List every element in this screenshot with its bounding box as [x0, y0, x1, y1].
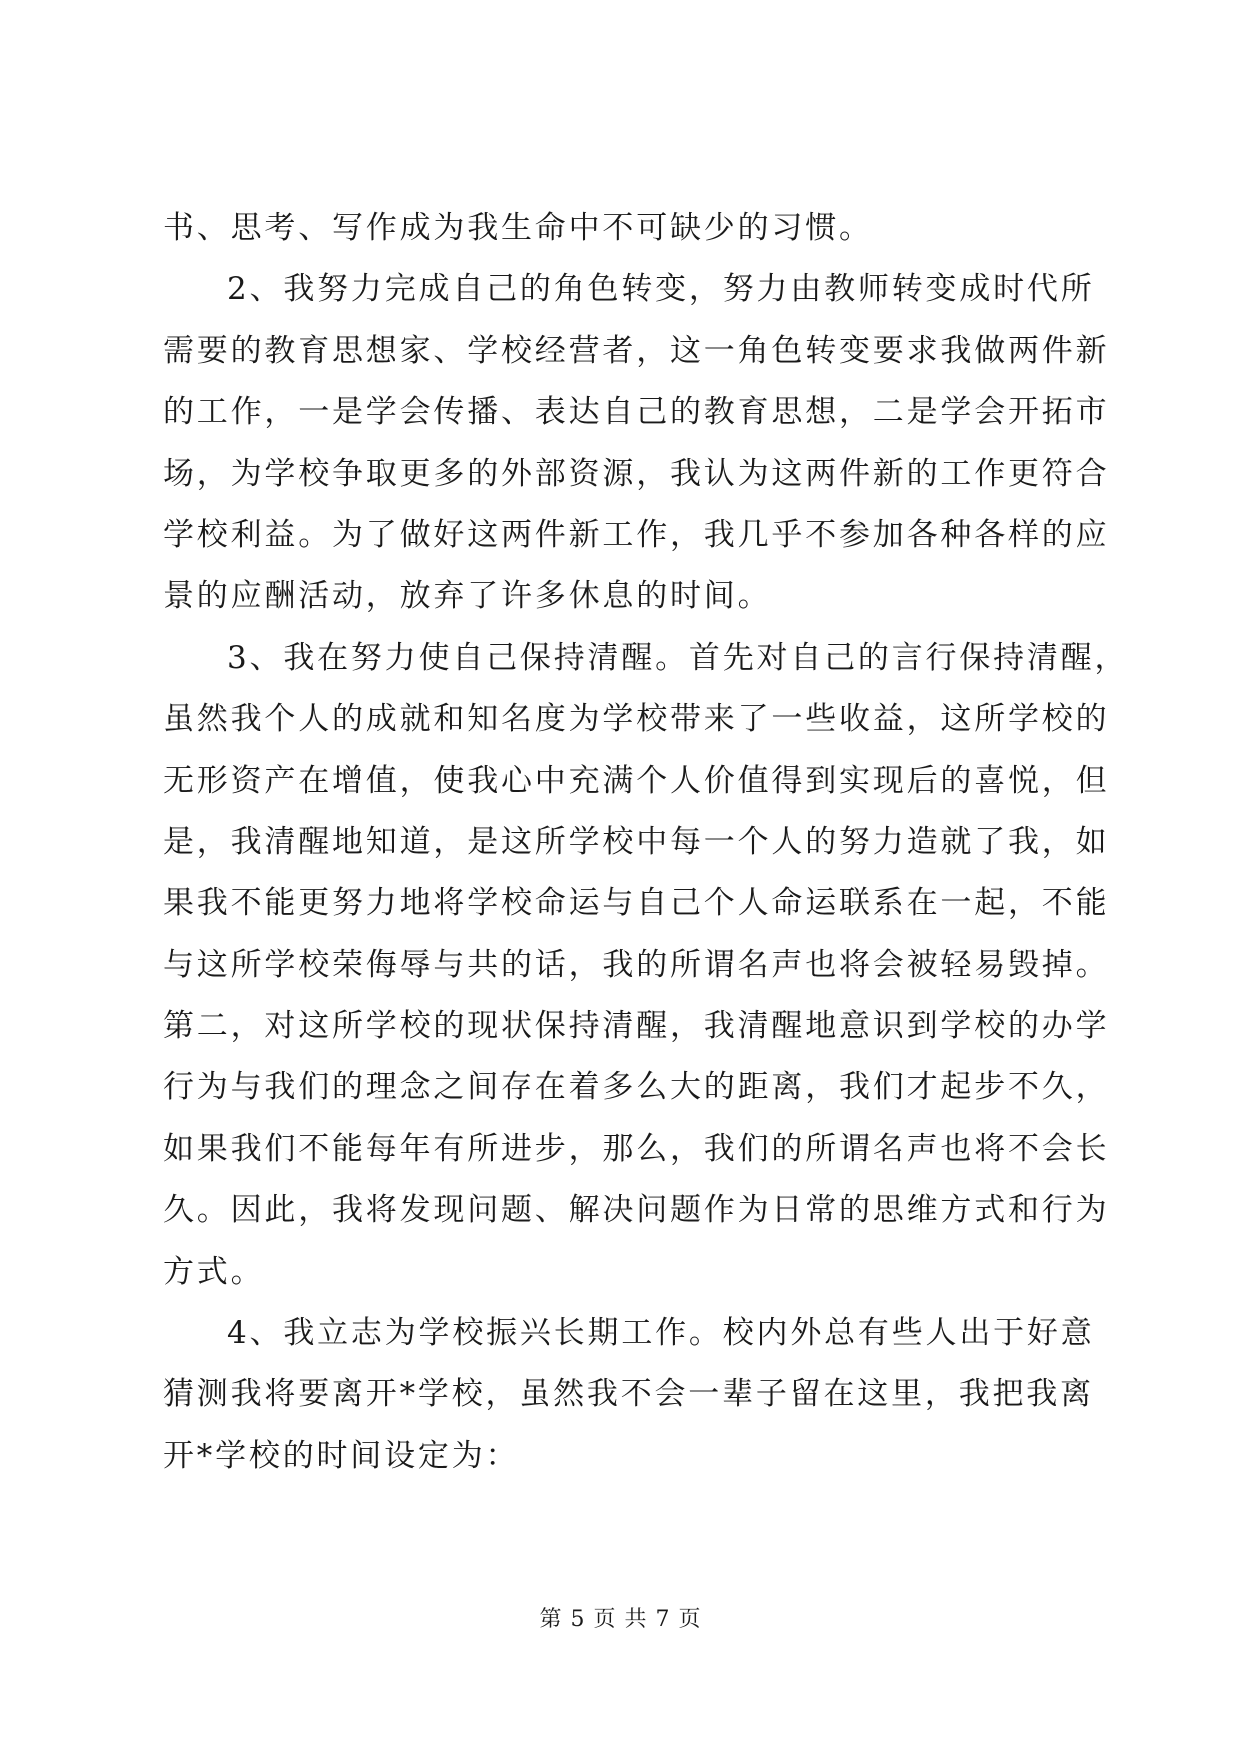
text-line: 行为与我们的理念之间存在着多么大的距离，我们才起步不久， — [163, 1069, 1110, 1106]
document-body — [163, 198, 1129, 1487]
text-line: 是，我清醒地知道，是这所学校中每一个人的努力造就了我，如 — [163, 823, 1110, 860]
text-line: 需要的教育思想家、学校经营者，这一角色转变要求我做两件新 — [163, 332, 1110, 369]
text-line: 方式。 — [163, 1253, 265, 1290]
text-line: 场，为学校争取更多的外部资源，我认为这两件新的工作更符合 — [163, 455, 1110, 492]
text-line: 虽然我个人的成就和知名度为学校带来了一些收益，这所学校的 — [163, 701, 1110, 738]
text-line: 久。因此，我将发现问题、解决问题作为日常的思维方式和行为 — [163, 1192, 1110, 1229]
text-line: 与这所学校荣侮辱与共的话，我的所谓名声也将会被轻易毁掉。 — [163, 946, 1110, 983]
text-line: 的工作，一是学会传播、表达自己的教育思想，二是学会开拓市 — [163, 394, 1110, 431]
text-line: 景的应酬活动，放弃了许多休息的时间。 — [163, 578, 772, 615]
text-line: 书、思考、写作成为我生命中不可缺少的习惯。 — [163, 210, 873, 246]
text-line: 第二，对这所学校的现状保持清醒，我清醒地意识到学校的办学 — [163, 1008, 1110, 1045]
text-line: 如果我们不能每年有所进步，那么，我们的所谓名声也将不会长 — [163, 1130, 1110, 1167]
text-line: 开*学校的时间设定为： — [163, 1437, 520, 1474]
text-line: 4、我立志为学校振兴长期工作。校内外总有些人出于好意 — [227, 1315, 1095, 1352]
text-line: 无形资产在增值，使我心中充满个人价值得到实现后的喜悦，但 — [163, 762, 1110, 799]
text-line: 3、我在努力使自己保持清醒。首先对自己的言行保持清醒， — [227, 639, 1129, 676]
text-line: 果我不能更努力地将学校命运与自己个人命运联系在一起，不能 — [163, 885, 1110, 922]
page-footer: 第 5 页 共 7 页 — [539, 1607, 702, 1632]
text-line: 猜测我将要离开*学校，虽然我不会一辈子留在这里，我把我离 — [163, 1376, 1094, 1413]
text-line: 学校利益。为了做好这两件新工作，我几乎不参加各种各样的应 — [163, 516, 1110, 553]
text-line: 2、我努力完成自己的角色转变，努力由教师转变成时代所 — [227, 271, 1095, 308]
